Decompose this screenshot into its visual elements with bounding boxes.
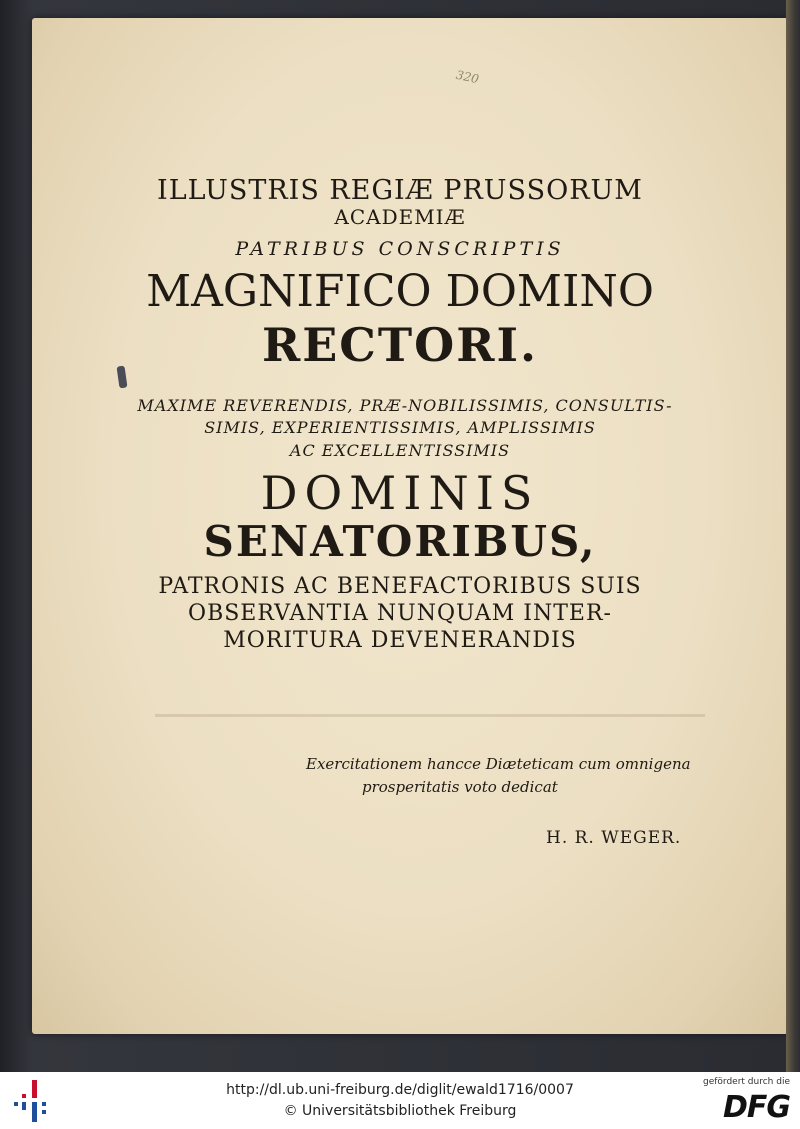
heading-line-5: RECTORI. (262, 318, 538, 372)
heading-line-2: ACADEMIÆ (334, 205, 466, 229)
patrons-line-2: OBSERVANTIA NUNQUAM INTER- (188, 601, 612, 626)
author-signature: H. R. WEGER. (546, 828, 682, 848)
address-line-3: AC EXCELLENTISSIMIS (289, 441, 511, 460)
heading-line-3: PATRIBUS CONSCRIPTIS (235, 238, 565, 260)
pencil-note: 320 (454, 67, 481, 87)
permalink-url[interactable]: http://dl.ub.uni-freiburg.de/diglit/ewald1716/0007 (226, 1082, 574, 1098)
patrons-line-1: PATRONIS AC BENEFACTORIBUS SUIS (158, 574, 642, 599)
dedication-line-1: Exercitationem hancce Diæteticam cum omnigena (306, 755, 691, 773)
dedication-line-2: prosperitatis voto dedicat (362, 778, 558, 796)
address-line-1: MAXIME REVERENDIS, PRÆ-NOBILISSIMIS, CONSULTIS- (137, 396, 673, 415)
senatoribus-heading: SENATORIBUS, (203, 517, 597, 566)
address-line-2: SIMIS, EXPERIENTISSIMIS, AMPLISSIMIS (204, 418, 596, 437)
dfg-logo (703, 1077, 790, 1125)
copyright-notice: © Universitätsbibliothek Freiburg (283, 1103, 517, 1119)
heading-line-4: MAGNIFICO DOMINO (146, 266, 654, 317)
dfg-mark: DFG (722, 1090, 790, 1125)
dominis-heading: DOMINIS (260, 466, 540, 520)
viewer-footer (0, 1072, 800, 1129)
patrons-line-3: MORITURA DEVENERANDIS (223, 628, 577, 653)
bleed-through-rule (155, 714, 705, 717)
heading-line-1: ILLUSTRIS REGIÆ PRUSSORUM (157, 175, 643, 206)
funder-caption: gefördert durch die (703, 1077, 790, 1087)
